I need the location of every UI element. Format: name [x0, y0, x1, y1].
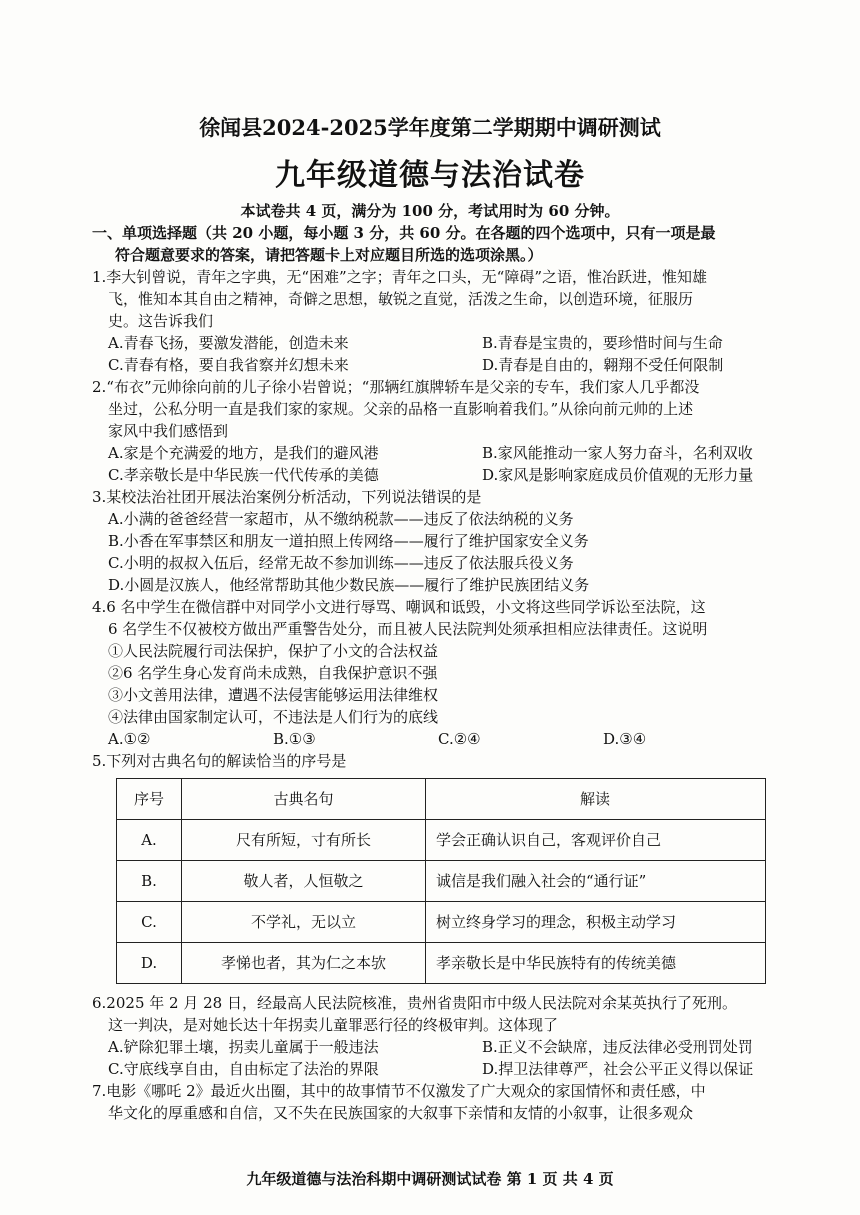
section-title: 一、单项选择题（共 20 小题，每小题 3 分，共 60 分。在各题的四个选项中，只有一项是最 [92, 224, 716, 242]
question-7 [92, 1080, 782, 1124]
table-row [117, 861, 766, 902]
question-stem: 6 名学生不仅被校方做出严重警告处分，而且被人民法院判处须承担相应法律责任。这说明 [108, 620, 708, 638]
option-d[interactable]: D.捍卫法律尊严，社会公平正义得以保证 [482, 1060, 754, 1078]
exam-subtitle: 九年级道德与法治试卷 [275, 158, 585, 193]
table-cell: 不学礼，无以立 [182, 902, 426, 943]
statement-3: ③小文善用法律，遭遇不法侵害能够运用法律维权 [108, 686, 439, 704]
question-4 [92, 596, 782, 750]
table-header-row [117, 779, 766, 820]
table-row [117, 943, 766, 984]
question-stem: 飞，惟知本其自由之精神，奇僻之思想，敏锐之直觉，活泼之生命，以创造环境，征服历 [108, 290, 694, 308]
table-cell: B. [117, 861, 182, 902]
option-d[interactable]: D.小圆是汉族人，他经常帮助其他少数民族——履行了维护民族团结义务 [108, 576, 590, 594]
table-row [117, 820, 766, 861]
option-row [92, 1058, 782, 1080]
question-stem: 家风中我们感悟到 [108, 422, 229, 440]
option-a[interactable]: A.铲除犯罪土壤，拐卖儿童属于一般违法 [108, 1038, 379, 1056]
option-a[interactable]: A.小满的爸爸经营一家超市，从不缴纳税款——违反了依法纳税的义务 [108, 510, 574, 528]
option-d[interactable]: D.家风是影响家庭成员价值观的无形力量 [482, 466, 754, 484]
table-header: 古典名句 [182, 779, 426, 820]
statement-4: ④法律由国家制定认可，不违法是人们行为的底线 [108, 708, 439, 726]
option-c[interactable]: C.②④ [438, 730, 481, 748]
question-stem: 史。这告诉我们 [108, 312, 214, 330]
option-d[interactable]: D.③④ [603, 730, 647, 748]
question-1 [92, 266, 782, 376]
page-footer: 九年级道德与法治科期中调研测试试卷 第 1 页 共 4 页 [246, 1170, 614, 1188]
question-5 [92, 750, 782, 984]
question-stem: 4.6 名中学生在微信群中对同学小文进行辱骂、嘲讽和诋毁，小文将这些同学诉讼至法院，这 [92, 598, 706, 616]
option-a[interactable]: A.家是个充满爱的地方，是我们的避风港 [108, 444, 379, 462]
table-cell: 敬人者，人恒敬之 [182, 861, 426, 902]
option-c[interactable]: C.小明的叔叔入伍后，经常无故不参加训练——违反了依法服兵役义务 [108, 554, 574, 572]
option-c[interactable]: C.孝亲敬长是中华民族一代代传承的美德 [108, 466, 379, 484]
statement-2: ②6 名学生身心发育尚未成熟，自我保护意识不强 [108, 664, 438, 682]
table-cell: 孝亲敬长是中华民族特有的传统美德 [426, 943, 766, 984]
table-cell: 尺有所短，寸有所长 [182, 820, 426, 861]
table-cell: 孝悌也者，其为仁之本欤 [182, 943, 426, 984]
quote-table [116, 778, 766, 984]
question-stem: 这一判决，是对她长达十年拐卖儿童罪恶行径的终极审判。这体现了 [108, 1016, 559, 1034]
table-cell: 树立终身学习的理念，积极主动学习 [426, 902, 766, 943]
option-row [92, 354, 782, 376]
option-row [92, 464, 782, 486]
question-2 [92, 376, 782, 486]
statement-1: ①人民法院履行司法保护，保护了小文的合法权益 [108, 642, 439, 660]
question-stem: 2.“布衣”元帅徐向前的儿子徐小岩曾说；“那辆红旗牌轿车是父亲的专车，我们家人几乎都没 [92, 378, 700, 396]
option-row [92, 728, 782, 750]
table-cell: A. [117, 820, 182, 861]
question-stem: 坐过，公私分明一直是我们家的家规。父亲的品格一直影响着我们。”从徐向前元帅的上述 [108, 400, 694, 418]
section-title-cont: 符合题意要求的答案，请把答题卡上对应题目所选的选项涂黑。） [115, 246, 543, 264]
table-cell: C. [117, 902, 182, 943]
question-stem: 7.电影《哪吒 2》最近火出圈，其中的故事情节不仅激发了广大观众的家国情怀和责任感，中 [92, 1082, 706, 1100]
exam-note: 本试卷共 4 页，满分为 100 分，考试用时为 60 分钟。 [240, 202, 620, 220]
option-b[interactable]: B.①③ [273, 730, 316, 748]
question-stem: 6.2025 年 2 月 28 日，经最高人民法院核准，贵州省贵阳市中级人民法院对余某英执行了死刑。 [92, 994, 737, 1012]
option-c[interactable]: C.青春有格，要自我省察并幻想未来 [108, 356, 349, 374]
table-header: 解读 [426, 779, 766, 820]
question-stem: 3.某校法治社团开展法治案例分析活动，下列说法错误的是 [92, 488, 482, 506]
question-stem: 5.下列对古典名句的解读恰当的序号是 [92, 752, 347, 770]
option-a[interactable]: A.青春飞扬，要激发潜能，创造未来 [108, 334, 349, 352]
option-b[interactable]: B.小香在军事禁区和朋友一道拍照上传网络——履行了维护国家安全义务 [108, 532, 589, 550]
question-3 [92, 486, 782, 596]
option-c[interactable]: C.守底线享自由，自由标定了法治的界限 [108, 1060, 379, 1078]
option-b[interactable]: B.家风能推动一家人努力奋斗，名利双收 [482, 444, 753, 462]
table-cell: 学会正确认识自己，客观评价自己 [426, 820, 766, 861]
table-row [117, 902, 766, 943]
option-row [92, 1036, 782, 1058]
option-b[interactable]: B.正义不会缺席，违反法律必受刑罚处罚 [482, 1038, 753, 1056]
table-cell: D. [117, 943, 182, 984]
option-a[interactable]: A.①② [108, 730, 151, 748]
option-row [92, 442, 782, 464]
table-header: 序号 [117, 779, 182, 820]
question-6 [92, 992, 782, 1080]
option-row [92, 332, 782, 354]
question-stem: 华文化的厚重感和自信，又不失在民族国家的大叙事下亲情和友情的小叙事，让很多观众 [108, 1104, 694, 1122]
question-stem: 1.李大钊曾说，青年之字典，无“困难”之字；青年之口头，无“障碍”之语，惟冶跃进，惟知雄 [92, 268, 707, 286]
option-d[interactable]: D.青春是自由的，翱翔不受任何限制 [482, 356, 724, 374]
exam-title: 徐闻县2024-2025学年度第二学期期中调研测试 [199, 115, 661, 140]
option-b[interactable]: B.青春是宝贵的，要珍惜时间与生命 [482, 334, 723, 352]
exam-body [92, 222, 782, 1124]
table-cell: 诚信是我们融入社会的“通行证” [426, 861, 766, 902]
